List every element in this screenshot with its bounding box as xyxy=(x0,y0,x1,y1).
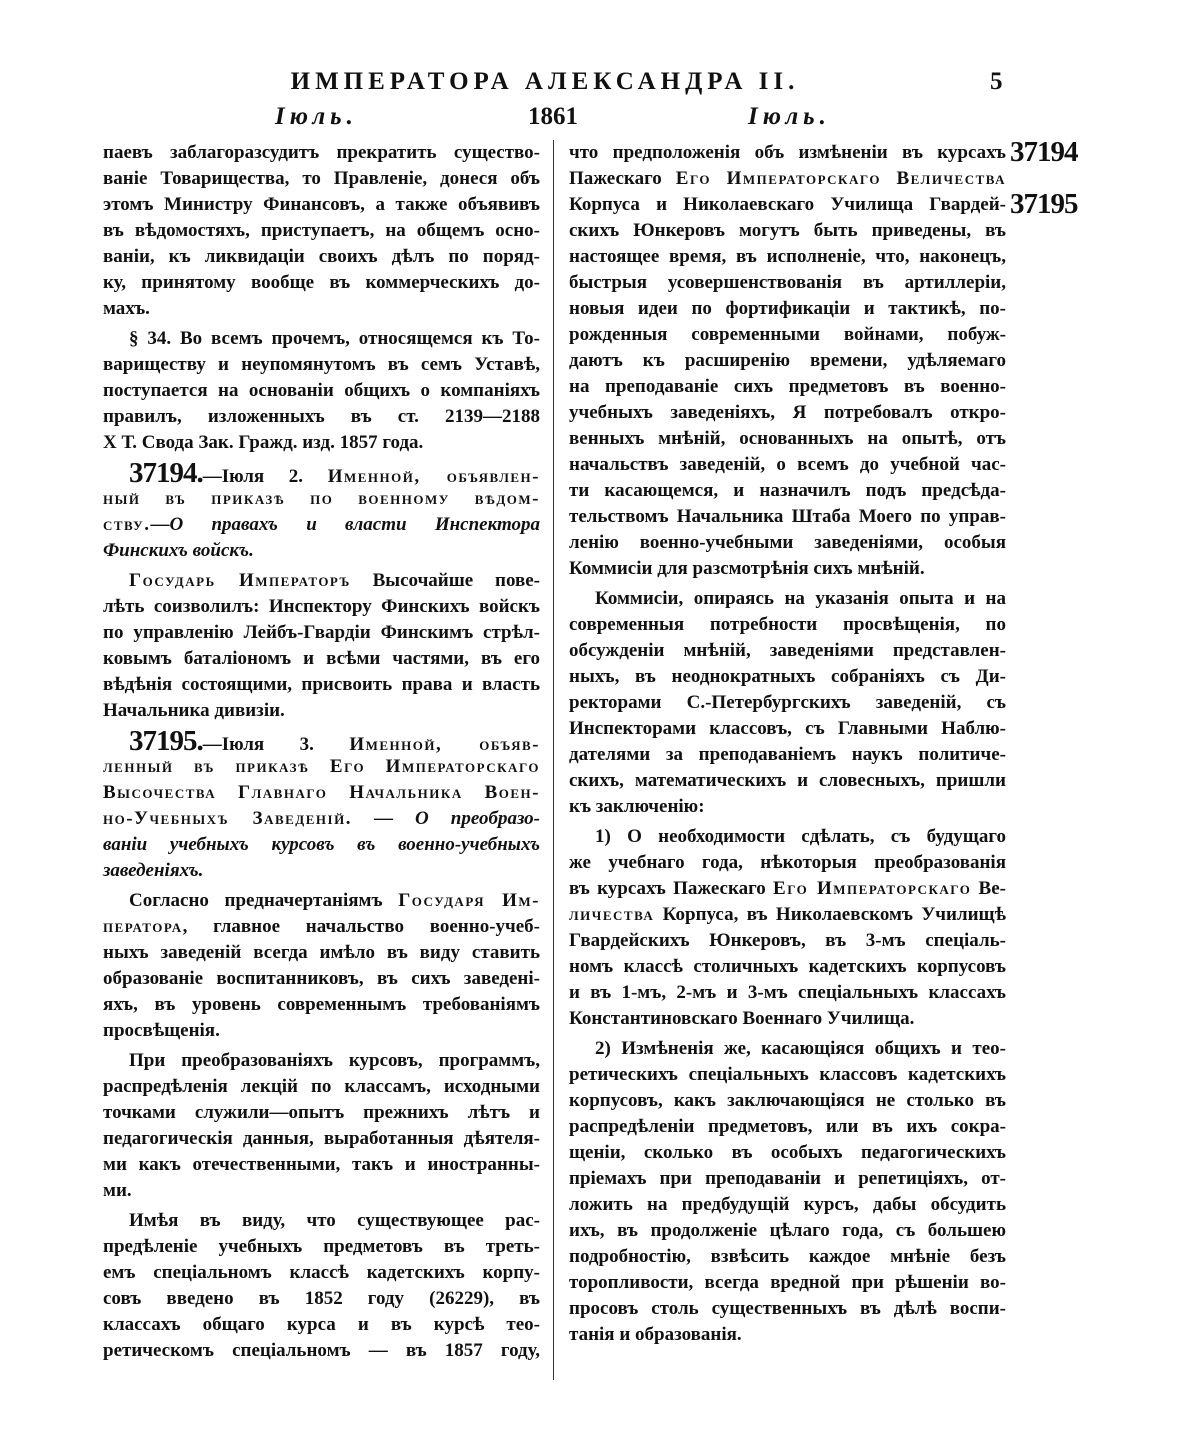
text-line: тельствомъ Начальника Штаба Моего по управ- xyxy=(569,506,1006,527)
text-line: 2) Измѣненія же, касающіяся общихъ и тео- xyxy=(595,1038,1006,1059)
text-line xyxy=(103,914,540,940)
text-line: § 34. Во всемъ прочемъ, относящемся къ То- xyxy=(129,328,540,349)
text-line: Гвардейскихъ Юнкеровъ, въ 3-мъ спеціаль- xyxy=(569,930,1006,951)
column-divider xyxy=(553,140,554,1380)
paragraph xyxy=(103,457,540,564)
text-line xyxy=(103,780,540,806)
spaced-text: ный въ приказѣ по военному вѣдом- xyxy=(103,488,540,509)
italic-title: О преобразо- xyxy=(415,808,540,829)
text-line: венныхъ мнѣній, основанныхъ на опытѣ, отъ xyxy=(569,428,1006,449)
text-line: X Т. Свода Зак. Гражд. изд. 1857 года. xyxy=(103,432,424,453)
text-line: на преподаваніе сихъ предметовъ въ военно- xyxy=(569,376,1006,397)
text-segment: —Іюля 3. xyxy=(202,734,350,755)
text-line xyxy=(103,858,540,884)
spaced-text: личества xyxy=(569,904,655,925)
text-line: настоящее время, въ исполненіе, что, наконецъ, xyxy=(569,246,1006,267)
text-line: Константиновскаго Военнаго Училища. xyxy=(569,1008,915,1029)
text-line: Инспекторами классовъ, съ Главными Наблю- xyxy=(569,718,1006,739)
text-segment: Согласно предначертаніямъ xyxy=(129,890,399,911)
italic-title: Финскихъ войскъ. xyxy=(103,540,254,561)
text-line: ти касающемся, и назначилъ подъ предсѣда- xyxy=(569,480,1006,501)
text-line: педагогическія данныя, выработанныя дѣятеля- xyxy=(103,1128,540,1149)
paragraph xyxy=(103,1048,540,1204)
text-line xyxy=(569,166,1006,192)
text-line: просвѣщенія. xyxy=(103,1020,220,1041)
text-line: ретическомъ спеціальномъ — въ 1857 году, xyxy=(103,1340,540,1361)
spaced-text: ству. xyxy=(103,514,151,535)
text-line: ретическихъ спеціальныхъ классовъ кадетскихъ xyxy=(569,1064,1006,1085)
text-line: рожденныя современными войнами, побуж- xyxy=(569,324,1006,345)
act-number: 37194. xyxy=(129,457,203,489)
text-line: къ заключенію: xyxy=(569,796,705,817)
text-line: лѣть соизволилъ: Инспектору Финскихъ войскъ xyxy=(103,596,540,617)
text-line: подробностію, взвѣсить каждое мнѣніе безъ xyxy=(569,1246,1006,1267)
text-line: вариществу и неупомянутомъ въ семъ Уставѣ, xyxy=(103,354,540,375)
text-segment: —Іюля 2. xyxy=(202,466,328,487)
text-line: ихъ, въ продолженіе цѣлаго года, съ большею xyxy=(569,1220,1006,1241)
page-number: 5 xyxy=(990,68,1003,95)
margin-number-37194: 37194 xyxy=(1010,136,1078,168)
text-segment: — xyxy=(351,808,416,829)
text-line: въ вѣдомостяхъ, приступаетъ, на общемъ осно- xyxy=(103,220,540,241)
text-line: и въ 1-мъ, 2-мъ и 3-мъ спеціальныхъ классахъ xyxy=(569,982,1006,1003)
text-line: точками служили—опытъ прежнихъ лѣтъ и xyxy=(103,1102,540,1123)
paragraph xyxy=(569,1036,1006,1348)
text-line: ку, принятому вообще въ коммерческихъ до- xyxy=(103,272,540,293)
text-line: Начальника дивизіи. xyxy=(103,700,285,721)
text-line: же учебнаго года, нѣкоторыя преобразованія xyxy=(569,852,1006,873)
text-line: Коммисіи для разсмотрѣнія сихъ мнѣній. xyxy=(569,558,925,579)
text-line xyxy=(103,457,540,489)
paragraph xyxy=(569,586,1006,820)
text-line: ныхъ, въ неоднократныхъ собраніяхъ съ Ди- xyxy=(569,666,1006,687)
paragraph xyxy=(569,824,1006,1032)
text-line xyxy=(103,486,540,512)
year: 1861 xyxy=(528,103,578,130)
italic-title: О правахъ и власти Инспектора xyxy=(169,514,540,535)
text-line: ваніи, къ ликвидаціи своихъ дѣлъ по поряд- xyxy=(103,246,540,267)
spaced-text: Государя Им- xyxy=(398,890,540,911)
text-segment: Ве- xyxy=(971,878,1006,899)
text-line: образованіе воспитанниковъ, въ сихъ заведені- xyxy=(103,968,540,989)
text-line: паевъ заблагоразсудитъ прекратить существо- xyxy=(103,142,540,163)
text-segment: Корпуса, въ Николаевскомъ Училищѣ xyxy=(654,904,1006,925)
text-line: ленію военно-учебными заведеніями, особыя xyxy=(569,532,1006,553)
paragraph xyxy=(103,568,540,724)
text-line: предѣленіе учебныхъ предметовъ въ треть- xyxy=(103,1236,540,1257)
text-line: скихъ Юнкеровъ могутъ быть приведены, въ xyxy=(569,220,1006,241)
text-line xyxy=(103,806,540,832)
text-line: распредѣленія лекцій по классамъ, исходными xyxy=(103,1076,540,1097)
text-line: Корпуса и Николаевскаго Училища Гвардей- xyxy=(569,194,1006,215)
spaced-text: Государь Императоръ xyxy=(129,570,351,591)
text-line: ложить на предбудущій курсъ, дабы обсудить xyxy=(569,1194,1006,1215)
left-column xyxy=(103,140,540,1364)
spaced-text: Именной, объявлен- xyxy=(327,466,540,487)
text-line: скихъ, математическихъ и словесныхъ, пришли xyxy=(569,770,1006,791)
text-segment: — xyxy=(150,514,170,535)
text-line: современныя потребности просвѣщенія, по xyxy=(569,614,1006,635)
text-line xyxy=(103,888,540,914)
text-line: При преобразованіяхъ курсовъ, программъ, xyxy=(129,1050,540,1071)
text-line: начальствъ заведеній, о всемъ до учебной час- xyxy=(569,454,1006,475)
text-segment: въ курсахъ Пажескаго xyxy=(569,878,774,899)
text-line xyxy=(103,725,540,757)
text-line: емъ спеціальномъ классѣ кадетскихъ корпу- xyxy=(103,1262,540,1283)
paragraph xyxy=(103,725,540,884)
text-line: махъ. xyxy=(103,298,150,319)
text-line: обсужденіи мнѣній, заведеніями представлен- xyxy=(569,640,1006,661)
text-line xyxy=(569,876,1006,902)
text-line: Коммисіи, опираясь на указанія опыта и на xyxy=(595,588,1006,609)
text-line xyxy=(103,754,540,780)
text-line: этомъ Министру Финансовъ, а также объявивъ xyxy=(103,194,540,215)
text-line: 1) О необходимости сдѣлать, съ будущаго xyxy=(595,826,1006,847)
text-line: новыя идеи по фортификаціи и тактикѣ, по- xyxy=(569,298,1006,319)
text-line xyxy=(103,832,540,858)
text-segment: Пажескаго xyxy=(569,168,676,189)
text-line: ковымъ баталіономъ и всѣми частями, въ его xyxy=(103,648,540,669)
spaced-text: но-Учебныхъ Заведеній. xyxy=(103,808,352,829)
text-line: поступается на основаніи общихъ о компаніяхъ xyxy=(103,380,540,401)
text-line: номъ классѣ столичныхъ кадетскихъ корпусовъ xyxy=(569,956,1006,977)
paragraph xyxy=(569,140,1006,582)
text-segment: Высочайше пове- xyxy=(350,570,540,591)
month-right: Іюль. xyxy=(748,103,831,130)
paragraph xyxy=(103,1208,540,1364)
text-line: щеніи, сколько въ особыхъ педагогическихъ xyxy=(569,1142,1006,1163)
act-number: 37195. xyxy=(129,725,203,757)
spaced-text: Его Императорскаго xyxy=(773,878,972,899)
month-left: Іюль. xyxy=(275,103,358,130)
text-line: дателями за преподаваніемъ наукъ политиче- xyxy=(569,744,1006,765)
text-line: Имѣя въ виду, что существующее рас- xyxy=(129,1210,540,1231)
text-line: ректорами С.-Петербургскихъ заведеній, съ xyxy=(569,692,1006,713)
text-line: яхъ, въ уровень современнымъ требованіямъ xyxy=(103,994,540,1015)
text-line: даютъ къ расширенію времени, удѣляемаго xyxy=(569,350,1006,371)
text-line xyxy=(103,538,540,564)
paragraph xyxy=(103,326,540,456)
running-title: ИМПЕРАТОРА АЛЕКСАНДРА II. xyxy=(290,68,800,95)
spaced-text: ператора xyxy=(103,916,183,937)
text-line: совъ введено въ 1852 году (26229), въ xyxy=(103,1288,540,1309)
spaced-text: Его Императорскаго Величества xyxy=(675,168,1006,189)
text-line: вѣдѣнія состоящими, присвоить права и власть xyxy=(103,674,540,695)
text-line xyxy=(103,512,540,538)
text-line: пріемахъ при преподаваніи и репетиціяхъ, от- xyxy=(569,1168,1006,1189)
text-line: классахъ общаго курса и въ курсѣ тео- xyxy=(103,1314,540,1335)
italic-title: ваніи учебныхъ курсовъ въ военно-учебныхъ xyxy=(103,834,540,855)
text-line: распредѣленіи предметовъ, или въ ихъ сокра- xyxy=(569,1116,1006,1137)
text-line: торопливости, всегда вредной при рѣшеніи во- xyxy=(569,1272,1006,1293)
spaced-text: ленный въ приказѣ Его Императорскаго xyxy=(103,756,540,777)
paragraph xyxy=(103,140,540,322)
text-line: быстрыя усовершенствованія въ артиллеріи, xyxy=(569,272,1006,293)
text-line: по управленію Лейбъ-Гвардіи Финскимъ стрѣл- xyxy=(103,622,540,643)
text-line: корпусовъ, какъ заключающіяся не столько въ xyxy=(569,1090,1006,1111)
text-line: правилъ, изложенныхъ въ ст. 2139—2188 xyxy=(103,406,540,427)
text-line: что предположенія объ измѣненіи въ курсахъ xyxy=(569,142,1006,163)
text-line: танія и образованія. xyxy=(569,1324,742,1345)
text-line: ми. xyxy=(103,1180,132,1201)
text-line: ми какъ отечественными, такъ и иностранны- xyxy=(103,1154,540,1175)
margin-number-37195: 37195 xyxy=(1010,188,1078,220)
text-segment: , главное начальство военно-учеб- xyxy=(182,916,540,937)
text-line: ваніе Товарищества, то Правленіе, донеся объ xyxy=(103,168,540,189)
text-line xyxy=(103,568,540,594)
italic-title: заведеніяхъ. xyxy=(103,860,204,881)
spaced-text: Именной, объяв- xyxy=(349,734,540,755)
text-line: просовъ столь существенныхъ въ дѣлѣ воспи- xyxy=(569,1298,1006,1319)
right-column xyxy=(569,140,1006,1348)
spaced-text: Высочества Главнаго Начальника Воен- xyxy=(103,782,540,803)
text-line: ныхъ заведеній всегда имѣло въ виду ставить xyxy=(103,942,540,963)
paragraph xyxy=(103,888,540,1044)
text-line: учебныхъ заведеніяхъ, Я потребовалъ откро- xyxy=(569,402,1006,423)
text-line xyxy=(569,902,1006,928)
